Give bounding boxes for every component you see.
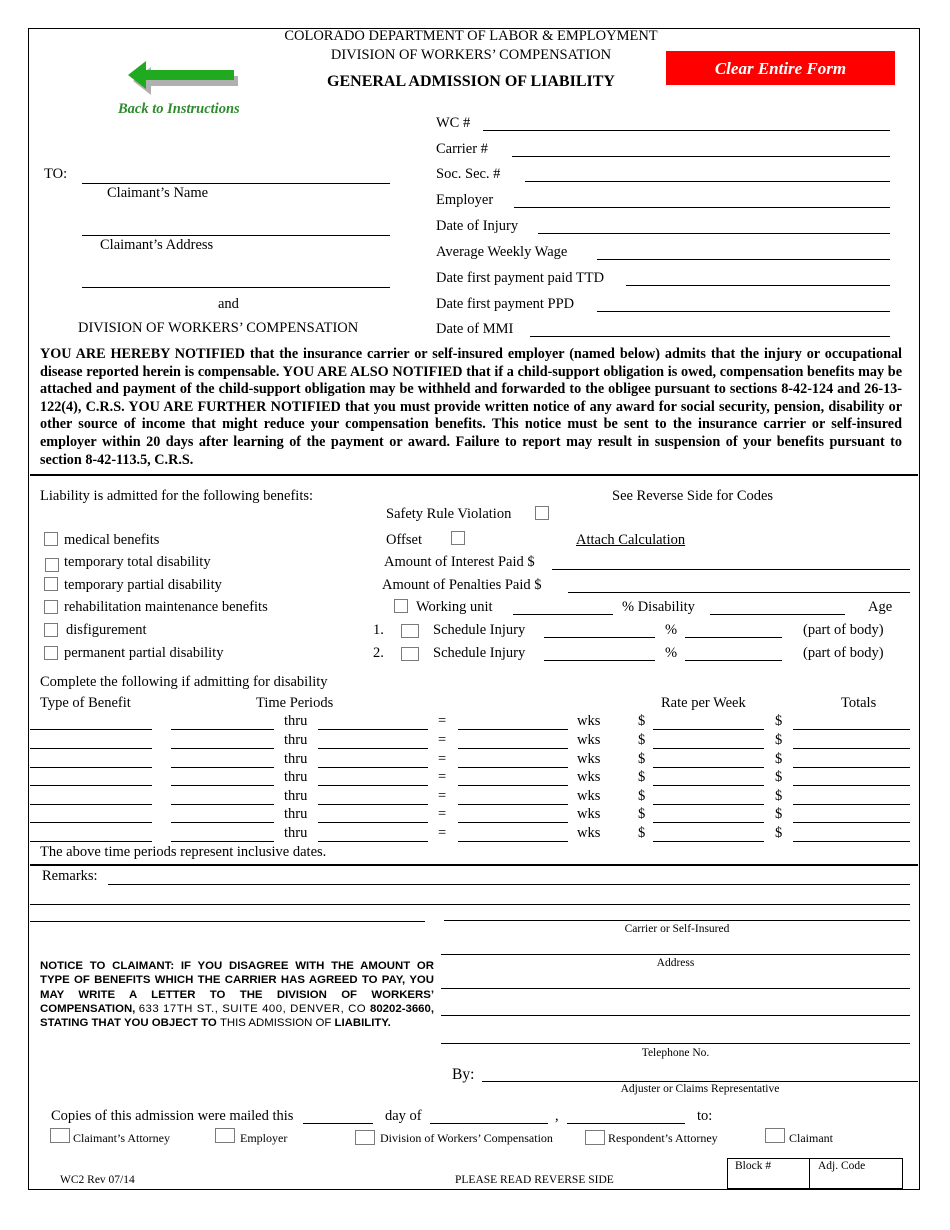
thru-label: thru (284, 732, 308, 748)
weeks-input[interactable] (458, 767, 568, 768)
total-dollar-label: $ (775, 788, 783, 804)
period-start-input[interactable] (171, 841, 274, 842)
equals-label: = (438, 806, 447, 822)
rehab-maintenance-checkbox[interactable] (44, 600, 58, 614)
equals-label: = (438, 825, 447, 841)
total-dollar-label: $ (775, 769, 783, 785)
remarks-line-2[interactable] (30, 904, 910, 905)
total-dollar-label: $ (775, 732, 783, 748)
claimant-copy-label: Claimant (789, 1131, 833, 1145)
rate-dollar-label: $ (638, 713, 646, 729)
section-divider-2 (30, 864, 918, 866)
back-arrow-icon[interactable] (126, 58, 238, 98)
penalties-paid-label: Amount of Penalties Paid $ (382, 577, 542, 593)
dowc-label: DIVISION OF WORKERS’ COMPENSATION (78, 320, 359, 336)
part-of-body-2-label: (part of body) (803, 645, 884, 661)
schedule-injury-1-input[interactable] (544, 637, 655, 638)
working-unit-input[interactable] (513, 614, 613, 615)
thru-label: thru (284, 769, 308, 785)
total-input[interactable] (793, 804, 910, 805)
section-divider-1 (30, 474, 918, 476)
schedule-2-number: 2. (373, 645, 384, 661)
claimant-name-line[interactable] (82, 183, 390, 184)
benefit-type-input[interactable] (30, 767, 152, 768)
claimant-copy-checkbox[interactable] (765, 1128, 785, 1143)
claimant-address-label: Claimant’s Address (100, 237, 214, 253)
adjuster-label: Adjuster or Claims Representative (620, 1083, 780, 1095)
schedule-injury-1-checkbox[interactable] (401, 624, 419, 638)
benefit-type-input[interactable] (30, 841, 152, 842)
attach-calculation-link[interactable]: Attach Calculation (576, 532, 686, 548)
address-line-2[interactable] (441, 1015, 910, 1016)
form-revision: WC2 Rev 07/14 (60, 1174, 135, 1186)
pct-disability-input[interactable] (710, 614, 845, 615)
thru-label: thru (284, 806, 308, 822)
by-label: By: (452, 1066, 475, 1083)
medical-benefits-checkbox[interactable] (44, 532, 58, 546)
claimant-name-label: Claimant’s Name (107, 185, 209, 201)
schedule-injury-2-pct-input[interactable] (685, 660, 782, 661)
safety-rule-checkbox[interactable] (535, 506, 549, 520)
total-input[interactable] (793, 785, 910, 786)
average-weekly-wage-label: Average Weekly Wage (436, 244, 568, 260)
weeks-input[interactable] (458, 841, 568, 842)
equals-label: = (438, 769, 447, 785)
ttd-date-label: Date first payment paid TTD (436, 270, 605, 286)
date-of-injury-label: Date of Injury (436, 218, 519, 234)
period-end-input[interactable] (318, 804, 428, 805)
mailed-day-input[interactable] (303, 1123, 373, 1124)
rate-input[interactable] (653, 804, 764, 805)
rate-input[interactable] (653, 729, 764, 730)
comma-label: , (555, 1108, 559, 1124)
claimant-notice-text-4: LIABILITY. (334, 1017, 391, 1030)
weeks-input[interactable] (458, 822, 568, 823)
schedule-injury-2-input[interactable] (544, 660, 655, 661)
type-of-benefit-header: Type of Benefit (40, 695, 131, 711)
carrier-number-input[interactable] (512, 156, 890, 157)
to-label: TO: (44, 166, 68, 182)
form-title: GENERAL ADMISSION OF LIABILITY (327, 73, 615, 90)
tpd-label: temporary partial disability (64, 577, 222, 593)
wks-label: wks (577, 751, 601, 767)
telephone-label: Telephone No. (641, 1047, 710, 1059)
wc-number-input[interactable] (483, 130, 890, 131)
total-dollar-label: $ (775, 751, 783, 767)
adj-code-label: Adj. Code (818, 1160, 866, 1172)
address-label: Address (656, 957, 695, 969)
benefit-type-input[interactable] (30, 785, 152, 786)
mailed-year-input[interactable] (567, 1123, 685, 1124)
dowc-copy-checkbox[interactable] (355, 1130, 375, 1145)
employer-input[interactable] (514, 207, 890, 208)
interest-paid-input[interactable] (552, 569, 910, 570)
claimant-address-line-2[interactable] (82, 287, 390, 288)
benefit-type-input[interactable] (30, 804, 152, 805)
to-recipients-label: to: (697, 1108, 713, 1124)
claimant-notice-text-1: NOTICE TO CLAIMANT: IF YOU DISAGREE WITH THE AMOUNT OR TYPE OF BENEFITS WHICH THE CARRIER HAS AGREED TO PAY, YOU MAY WRITE A LETTER TO THE DIVISION OF WORKERS’ COMPENSATION, (40, 960, 434, 1015)
rate-dollar-label: $ (638, 751, 646, 767)
period-end-input[interactable] (318, 767, 428, 768)
claimants-attorney-label: Claimant’s Attorney (73, 1131, 170, 1145)
working-unit-label: Working unit (416, 599, 493, 615)
telephone-input[interactable] (441, 1043, 910, 1044)
rehab-maintenance-label: rehabilitation maintenance benefits (64, 599, 268, 615)
rate-input[interactable] (653, 748, 764, 749)
total-input[interactable] (793, 822, 910, 823)
employer-copy-checkbox[interactable] (215, 1128, 235, 1143)
period-start-input[interactable] (171, 729, 274, 730)
schedule-injury-2-pct-label: % (665, 645, 678, 661)
block-adj-divider (809, 1158, 810, 1189)
benefits-heading: Liability is admitted for the following benefits: (40, 488, 314, 504)
safety-rule-label: Safety Rule Violation (386, 506, 512, 522)
wks-label: wks (577, 806, 601, 822)
total-dollar-label: $ (775, 713, 783, 729)
rate-input[interactable] (653, 767, 764, 768)
schedule-injury-1-pct-input[interactable] (685, 637, 782, 638)
claimant-address-line-1[interactable] (82, 235, 390, 236)
totals-header: Totals (841, 695, 877, 711)
carrier-number-label: Carrier # (436, 141, 488, 157)
penalties-paid-input[interactable] (568, 592, 910, 593)
wks-label: wks (577, 825, 601, 841)
period-end-input[interactable] (318, 822, 428, 823)
claimant-notice (40, 959, 434, 1030)
weeks-input[interactable] (458, 785, 568, 786)
ppd-checkbox[interactable] (44, 646, 58, 660)
total-dollar-label: $ (775, 806, 783, 822)
schedule-injury-2-checkbox[interactable] (401, 647, 419, 661)
working-unit-checkbox[interactable] (394, 599, 408, 613)
wks-label: wks (577, 713, 601, 729)
offset-label: Offset (386, 532, 422, 548)
mmi-date-label: Date of MMI (436, 321, 514, 337)
thru-label: thru (284, 825, 308, 841)
pct-disability-label: % Disability (622, 599, 695, 615)
wks-label: wks (577, 788, 601, 804)
rate-dollar-label: $ (638, 788, 646, 804)
claimant-notice-text-3: THIS ADMISSION OF (219, 1017, 335, 1030)
schedule-injury-2-label: Schedule Injury (433, 645, 526, 661)
address-line-1[interactable] (441, 988, 910, 989)
back-to-instructions-link[interactable]: Back to Instructions (118, 101, 240, 117)
division-name: DIVISION OF WORKERS’ COMPENSATION (330, 47, 612, 63)
date-of-injury-input[interactable] (538, 233, 890, 234)
weeks-input[interactable] (458, 729, 568, 730)
ppd-label: permanent partial disability (64, 645, 224, 661)
wks-label: wks (577, 732, 601, 748)
carrier-label: Carrier or Self-Insured (624, 923, 730, 935)
employer-copy-label: Employer (240, 1131, 288, 1145)
average-weekly-wage-input[interactable] (597, 259, 890, 260)
disability-heading: Complete the following if admitting for disability (40, 674, 328, 690)
disfigurement-label: disfigurement (66, 622, 147, 638)
respondents-attorney-checkbox[interactable] (585, 1130, 605, 1145)
inclusive-dates-note: The above time periods represent inclusive dates. (40, 844, 327, 860)
period-end-input[interactable] (318, 748, 428, 749)
ssn-input[interactable] (525, 181, 890, 182)
offset-checkbox[interactable] (451, 531, 465, 545)
period-start-input[interactable] (171, 767, 274, 768)
wc-number-label: WC # (436, 115, 471, 131)
claimant-notice-zip: 80202-3660 (370, 1002, 431, 1015)
claimant-notice-text-2: , STATING THAT YOU OBJECT TO (40, 1002, 434, 1030)
ttd-label: temporary total disability (64, 554, 211, 570)
total-input[interactable] (793, 748, 910, 749)
claimant-notice-address: 633 17TH ST., SUITE 400, DENVER, CO (138, 1002, 371, 1015)
age-label: Age (868, 599, 893, 615)
thru-label: thru (284, 751, 308, 767)
equals-label: = (438, 751, 447, 767)
period-start-input[interactable] (171, 785, 274, 786)
liability-notice: YOU ARE HEREBY NOTIFIED that the insurance carrier or self-insured employer (named below) admits that the injury or occupational disease reported herein is compensable. YOU ARE ALSO NOTIFIED that if a child-support obligation is owed, compensation benefits may be attached and payment of the child-support obligation may be withheld and forwarded to the obligee pursuant to sections 8-42-124 and 26-13-122(4), C.R.S. YOU ARE FURTHER NOTIFIED that you must provide written notice of any award for social security, pension, disability or other source of income that might reduce your compensation benefits. This notice must be sent to the insurance carrier or self-insured employer within 20 days after learning of the payment or award. Failure to report may result in suspension of your benefits pursuant to section 8-42-113.5, C.R.S. (40, 346, 902, 468)
rate-per-week-header: Rate per Week (661, 695, 746, 711)
period-start-input[interactable] (171, 748, 274, 749)
rate-dollar-label: $ (638, 769, 646, 785)
dowc-copy-label: Division of Workers’ Compensation (380, 1131, 553, 1145)
block-number-label: Block # (735, 1160, 772, 1172)
ppd-date-label: Date first payment PPD (436, 296, 575, 312)
rate-input[interactable] (653, 841, 764, 842)
rate-input[interactable] (653, 785, 764, 786)
medical-benefits-label: medical benefits (64, 532, 160, 548)
read-reverse-note: PLEASE READ REVERSE SIDE (455, 1174, 614, 1186)
schedule-injury-1-label: Schedule Injury (433, 622, 526, 638)
ttd-date-input[interactable] (626, 285, 890, 286)
period-end-input[interactable] (318, 785, 428, 786)
period-end-input[interactable] (318, 729, 428, 730)
address-line-0[interactable] (441, 954, 910, 955)
clear-form-button[interactable]: Clear Entire Form (666, 51, 895, 85)
schedule-injury-1-pct-label: % (665, 622, 678, 638)
benefit-type-input[interactable] (30, 822, 152, 823)
thru-label: thru (284, 713, 308, 729)
ppd-date-input[interactable] (597, 311, 890, 312)
respondents-attorney-label: Respondent’s Attorney (608, 1131, 718, 1145)
period-start-input[interactable] (171, 822, 274, 823)
remarks-label: Remarks: (42, 868, 98, 884)
remarks-line-3[interactable] (30, 921, 425, 922)
carrier-input[interactable] (444, 920, 910, 921)
equals-label: = (438, 713, 447, 729)
weeks-input[interactable] (458, 804, 568, 805)
mailed-month-input[interactable] (430, 1123, 548, 1124)
mmi-date-input[interactable] (530, 336, 890, 337)
rate-dollar-label: $ (638, 806, 646, 822)
equals-label: = (438, 732, 447, 748)
total-input[interactable] (793, 729, 910, 730)
time-periods-header: Time Periods (256, 695, 334, 711)
claimants-attorney-checkbox[interactable] (50, 1128, 70, 1143)
copies-mailed-label: Copies of this admission were mailed this (51, 1108, 294, 1124)
employer-label: Employer (436, 192, 494, 208)
period-end-input[interactable] (318, 841, 428, 842)
period-start-input[interactable] (171, 804, 274, 805)
schedule-1-number: 1. (373, 622, 384, 638)
weeks-input[interactable] (458, 748, 568, 749)
rate-dollar-label: $ (638, 825, 646, 841)
rate-dollar-label: $ (638, 732, 646, 748)
reverse-codes-note: See Reverse Side for Codes (612, 488, 774, 504)
total-input[interactable] (793, 841, 910, 842)
interest-paid-label: Amount of Interest Paid $ (384, 554, 535, 570)
wks-label: wks (577, 769, 601, 785)
equals-label: = (438, 788, 447, 804)
day-of-label: day of (385, 1108, 422, 1124)
total-dollar-label: $ (775, 825, 783, 841)
ssn-label: Soc. Sec. # (436, 166, 501, 182)
ttd-checkbox[interactable] (45, 558, 59, 572)
disfigurement-checkbox[interactable] (44, 623, 58, 637)
rate-input[interactable] (653, 822, 764, 823)
and-label: and (218, 296, 239, 312)
benefit-type-input[interactable] (30, 748, 152, 749)
remarks-line-1[interactable] (108, 884, 910, 885)
total-input[interactable] (793, 767, 910, 768)
thru-label: thru (284, 788, 308, 804)
benefit-type-input[interactable] (30, 729, 152, 730)
dept-name: COLORADO DEPARTMENT OF LABOR & EMPLOYMENT (284, 28, 658, 44)
part-of-body-1-label: (part of body) (803, 622, 884, 638)
adjuster-input[interactable] (482, 1081, 918, 1082)
tpd-checkbox[interactable] (44, 577, 58, 591)
